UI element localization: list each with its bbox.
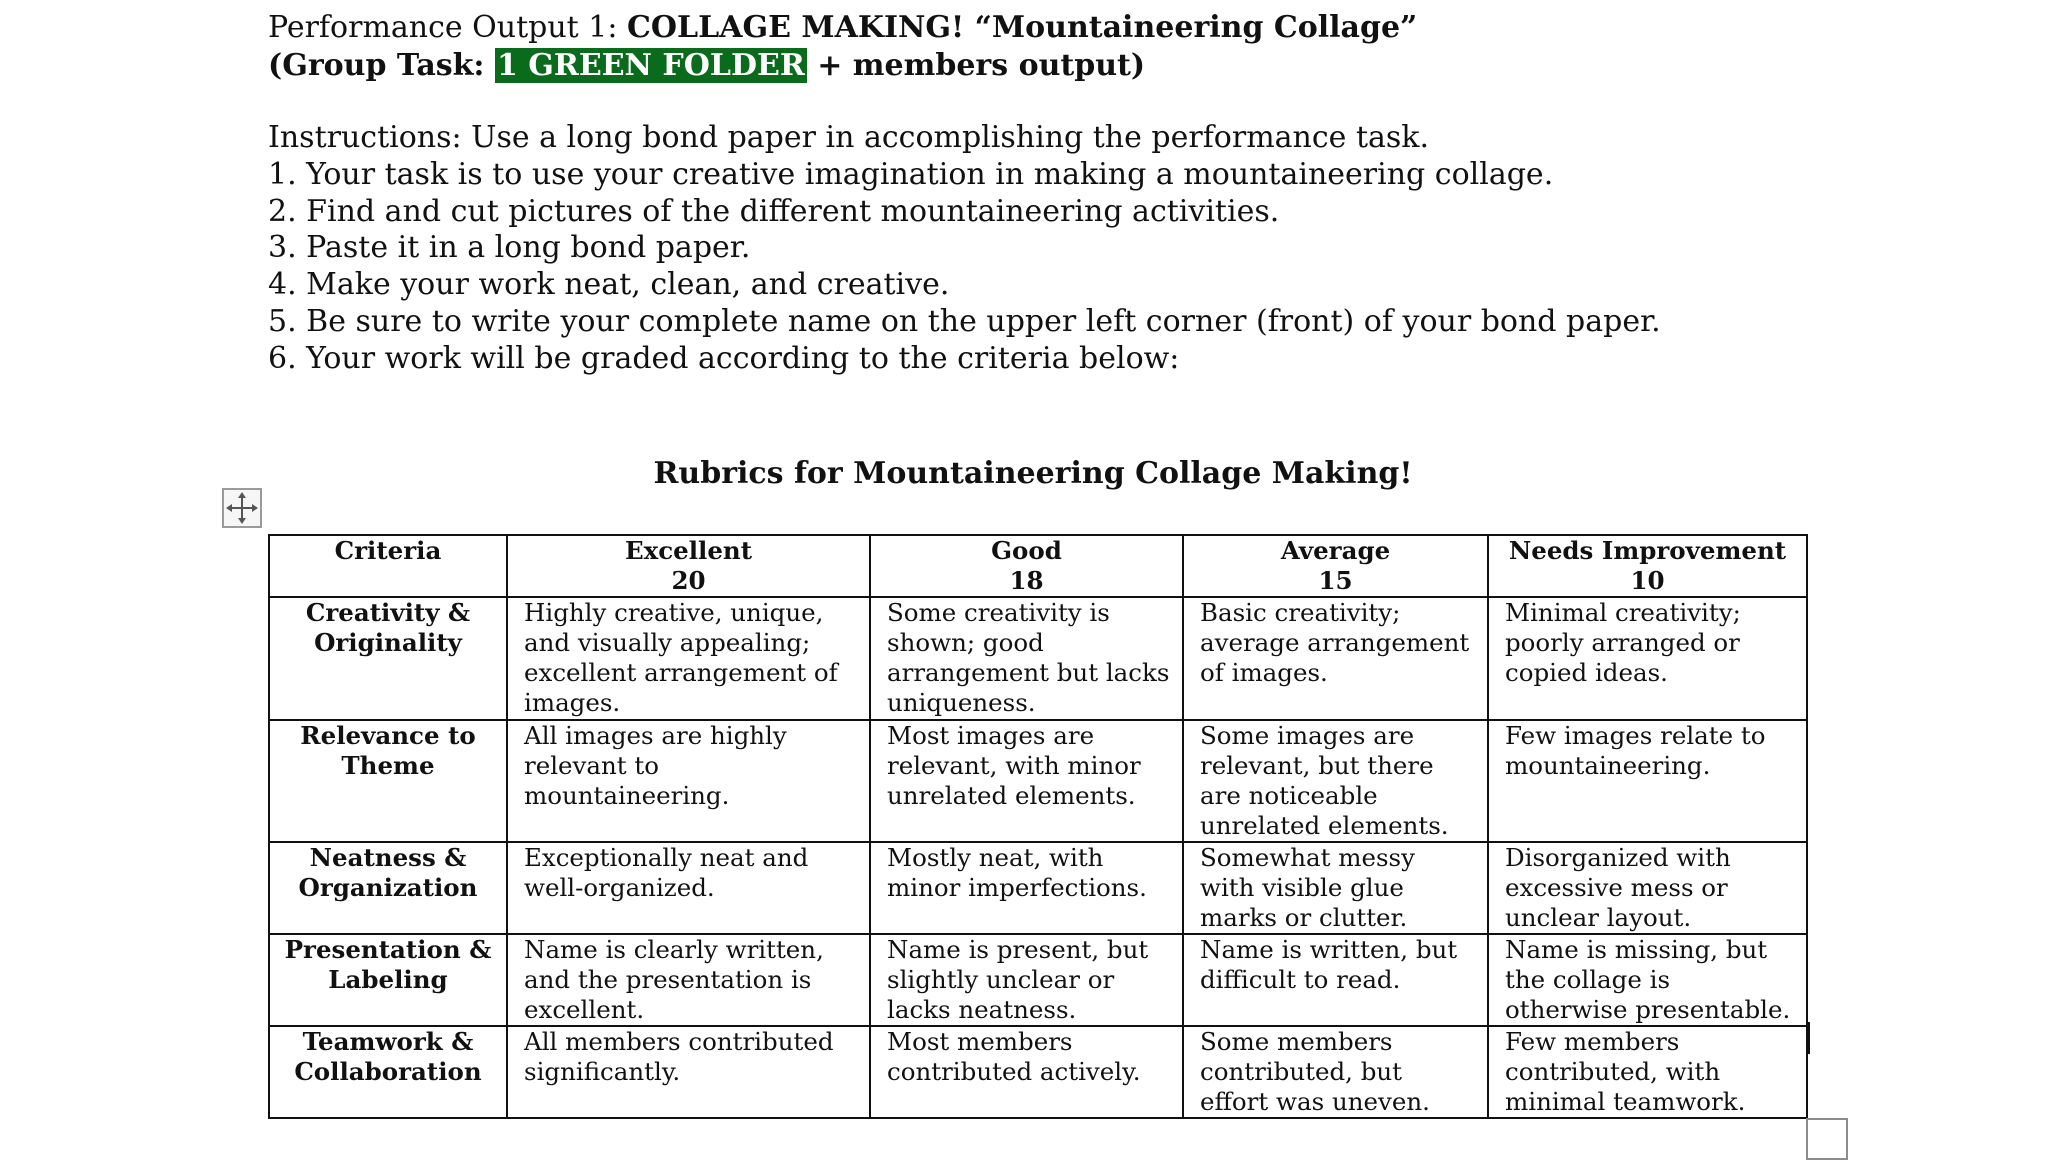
rubric-cell[interactable]: Most members contributed actively.: [870, 1026, 1183, 1118]
instructions-block: [268, 120, 1661, 378]
performance-output-heading: [268, 10, 1417, 46]
instruction-item: 1. Your task is to use your creative imagination in making a mountaineering collage.: [268, 156, 1554, 192]
table-row: [269, 934, 1807, 1026]
group-task-suffix: + members output): [806, 48, 1146, 83]
criterion-cell[interactable]: Neatness & Organization: [269, 842, 507, 934]
heading-title: COLLAGE MAKING! “Mountaineering Collage”: [627, 10, 1418, 45]
level-score: 15: [1318, 566, 1353, 595]
level-header-needs-improvement[interactable]: [1488, 535, 1807, 597]
instruction-item: 4. Make your work neat, clean, and creative.: [268, 267, 950, 303]
criterion-cell[interactable]: Creativity & Originality: [269, 597, 507, 720]
level-score: 20: [671, 566, 706, 595]
level-header-good[interactable]: [870, 535, 1183, 597]
instructions-intro: Instructions: Use a long bond paper in accomplishing the performance task.: [268, 120, 1430, 155]
green-folder-highlight: 1 GREEN FOLDER: [496, 48, 805, 83]
level-score: 10: [1630, 566, 1665, 595]
rubric-cell[interactable]: Some creativity is shown; good arrangement but lacks uniqueness.: [870, 597, 1183, 720]
criteria-header[interactable]: Criteria: [269, 535, 507, 597]
rubric-cell[interactable]: Name is written, but difficult to read.: [1183, 934, 1488, 1026]
table-row: [269, 1026, 1807, 1118]
rubric-cell[interactable]: Name is missing, but the collage is otherwise presentable.: [1488, 934, 1807, 1026]
rubric-cell[interactable]: Most images are relevant, with minor unrelated elements.: [870, 720, 1183, 842]
instruction-item: 2. Find and cut pictures of the different mountaineering activities.: [268, 193, 1280, 229]
instruction-item: 6. Your work will be graded according to the criteria below:: [268, 340, 1180, 376]
rubric-cell[interactable]: Mostly neat, with minor imperfections.: [870, 842, 1183, 934]
table-row: [269, 720, 1807, 842]
rubric-cell[interactable]: All images are highly relevant to mountaineering.: [507, 720, 870, 842]
level-score: 18: [1009, 566, 1044, 595]
rubric-cell[interactable]: Minimal creativity; poorly arranged or copied ideas.: [1488, 597, 1807, 720]
move-arrows-icon[interactable]: [222, 488, 262, 528]
criterion-cell[interactable]: Teamwork & Collaboration: [269, 1026, 507, 1118]
level-header-excellent[interactable]: [507, 535, 870, 597]
level-label: Good: [991, 536, 1062, 565]
resize-square-icon[interactable]: [1806, 1118, 1848, 1160]
rubric-cell[interactable]: Some members contributed, but effort was uneven.: [1183, 1026, 1488, 1118]
rubric-cell[interactable]: Basic creativity; average arrangement of images.: [1183, 597, 1488, 720]
rubric-cell[interactable]: Highly creative, unique, and visually appealing; excellent arrangement of images.: [507, 597, 870, 720]
rubric-cell[interactable]: Somewhat messy with visible glue marks or clutter.: [1183, 842, 1488, 934]
criterion-cell[interactable]: Presentation & Labeling: [269, 934, 507, 1026]
heading-prefix: Performance Output 1:: [268, 10, 628, 45]
table-row: [269, 842, 1807, 934]
rubric-cell[interactable]: Few members contributed, with minimal teamwork.: [1488, 1026, 1807, 1118]
level-label: Excellent: [624, 536, 753, 565]
level-header-average[interactable]: [1183, 535, 1488, 597]
group-task-line: [268, 48, 1145, 84]
group-task-prefix: (Group Task:: [268, 48, 495, 83]
rubric-header-row: [269, 535, 1807, 597]
rubric-title: Rubrics for Mountaineering Collage Making!: [653, 456, 1413, 491]
rubric-table[interactable]: [268, 534, 1808, 1119]
rubric-cell[interactable]: Disorganized with excessive mess or unclear layout.: [1488, 842, 1807, 934]
text-cursor: [1808, 1022, 1810, 1054]
instruction-item: 3. Paste it in a long bond paper.: [268, 230, 751, 266]
level-label: Needs Improvement: [1508, 536, 1787, 565]
instruction-item: 5. Be sure to write your complete name on the upper left corner (front) of your bond paper.: [268, 303, 1661, 339]
table-row: [269, 597, 1807, 720]
rubric-cell[interactable]: Name is present, but slightly unclear or lacks neatness.: [870, 934, 1183, 1026]
rubric-cell[interactable]: Exceptionally neat and well-organized.: [507, 842, 870, 934]
criterion-cell[interactable]: Relevance to Theme: [269, 720, 507, 842]
rubric-cell[interactable]: Few images relate to mountaineering.: [1488, 720, 1807, 842]
rubric-cell[interactable]: Name is clearly written, and the presentation is excellent.: [507, 934, 870, 1026]
rubric-cell[interactable]: All members contributed significantly.: [507, 1026, 870, 1118]
rubric-cell[interactable]: Some images are relevant, but there are noticeable unrelated elements.: [1183, 720, 1488, 842]
level-label: Average: [1280, 536, 1391, 565]
